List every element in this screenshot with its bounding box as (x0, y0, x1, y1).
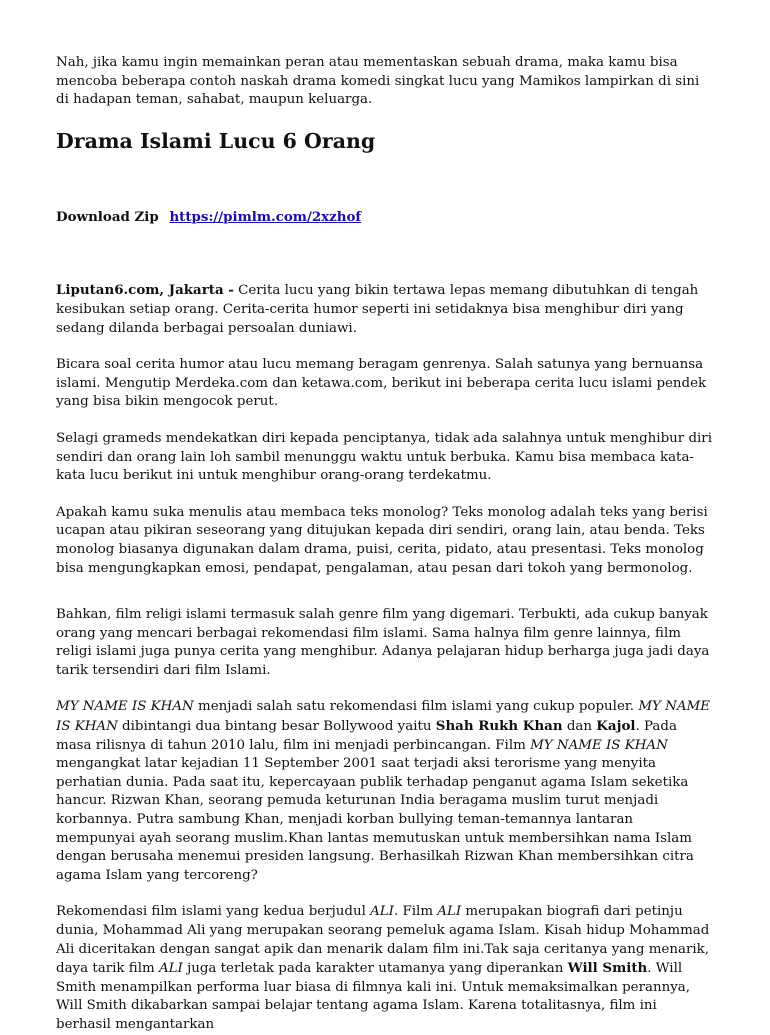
khan-paragraph (56, 698, 716, 885)
khan-text: . Pada masa rilisnya di tahun 2010 lalu, film ini menjadi perbincangan. Film (56, 719, 677, 753)
ali-text: . Film (393, 904, 438, 920)
bahkan-paragraph: Bahkan, film religi islami termasuk salah genre film yang digemari. Terbukti, ada cukup banyak orang yang mencari berbagai rekomendasi film islami. Sama halnya film genre lainnya, film religi islami juga punya cerita yang menghibur. Adanya pelajaran hidup berharga juga jadi daya tarik tersendiri dari film Islami. (56, 607, 710, 678)
khan-title: MY NAME IS KHAN (56, 699, 194, 715)
actor-name: Will Smith (567, 960, 648, 977)
liputan-source: Liputan6.com, Jakarta - (56, 282, 234, 299)
khan-text: mengangkat latar kejadian 11 September 2001 saat terjadi aksi terorisme yang menyita perhatian dunia. Pada saat itu, kepercayaan publik terhadap penganut agama Islam seketika hancur. Rizwan Khan, seorang pemuda keturunan India beragama muslim turut menjadi korbannya. Putra sambung Khan, menjadi korban bullying teman-temannya lantaran mempunyai ayah seorang muslim.Khan lantas memutuskan untuk membersihkan nama Islam dengan berusaha menemui presiden langsung. Berhasilkah Rizwan Khan membersihkan citra agama Islam yang tercoreng? (56, 756, 694, 883)
ali-title: ALI (437, 904, 462, 920)
monolog-paragraph: Apakah kamu suka menulis atau membaca teks monolog? Teks monolog adalah teks yang berisi ucapan atau pikiran seseorang yang ditujukan kepada diri sendiri, orang lain, atau benda. Teks monolog biasanya digunakan dalam drama, puisi, cerita, pidato, atau presentasi. Teks monolog bisa mengungkapkan emosi, pendapat, pengalaman, atau pesan dari tokoh yang bermonolog. (56, 504, 708, 576)
khan-text: menjadi salah satu rekomendasi film islami yang cukup populer. (193, 699, 639, 715)
khan-title: MY NAME IS KHAN (530, 737, 668, 753)
khan-text: dan (562, 719, 597, 735)
ali-title: ALI (158, 961, 183, 977)
ali-text: Rekomendasi film islami yang kedua berjudul (56, 904, 371, 920)
ali-paragraph (56, 903, 716, 1034)
ali-title: ALI (370, 904, 394, 920)
actor-name: Shah Rukh Khan (435, 718, 563, 735)
khan-text: dibintangi dua bintang besar Bollywood yaitu (117, 719, 436, 735)
document-page (56, 54, 716, 1035)
bicara-paragraph: Bicara soal cerita humor atau lucu memang beragam genrenya. Salah satunya yang bernuansa islami. Mengutip Merdeka.com dan ketawa.com, berikut ini beberapa cerita lucu islami pendek yang bisa bikin mengocok perut. (56, 357, 707, 410)
selagi-paragraph: Selagi grameds mendekatkan diri kepada penciptanya, tidak ada salahnya untuk menghibur diri sendiri dan orang lain loh sambil menunggu waktu untuk berbuka. Kamu bisa membaca kata-kata lucu berikut ini untuk menghibur orang-orang terdekatmu. (56, 430, 712, 484)
download-link[interactable]: https://pimlm.com/2xzhof (169, 208, 362, 225)
ali-text: merupakan biografi dari petinju dunia, Mohammad Ali yang merupakan seorang pemeluk agama Islam. Kisah hidup Mohammad Ali diceritakan dengan sangat apik dan menarik dalam film ini.Tak saja ceritanya yang menarik, daya tarik film (56, 904, 710, 977)
ali-text: juga terletak pada karakter utamanya yang diperankan (182, 961, 568, 977)
download-label: Download Zip (56, 208, 159, 225)
khan-title: MY NAME IS KHAN (56, 699, 710, 735)
actor-name: Kajol (596, 718, 636, 735)
intro-paragraph: Nah, jika kamu ingin memainkan peran atau mementaskan sebuah drama, maka kamu bisa mencoba beberapa contoh naskah drama komedi singkat lucu yang Mamikos lampirkan di sini di hadapan teman, sahabat, maupun keluarga. (56, 55, 700, 108)
ali-text: . Will Smith menampilkan performa luar biasa di filmnya kali ini. Untuk memaksimalkan perannya, Will Smith dikabarkan sampai belajar tentang agama Islam. Karena totalitasnya, film ini berhasil mengantarkan (56, 961, 691, 1032)
liputan-paragraph (56, 281, 716, 338)
download-line (56, 208, 716, 228)
section-heading: Drama Islami Lucu 6 Orang (56, 128, 376, 153)
liputan-text: Cerita lucu yang bikin tertawa lepas memang dibutuhkan di tengah kesibukan setiap orang. Cerita-cerita humor seperti ini setidaknya bisa menghibur diri yang sedang dilanda berbagai persoalan duniawi. (56, 283, 699, 336)
